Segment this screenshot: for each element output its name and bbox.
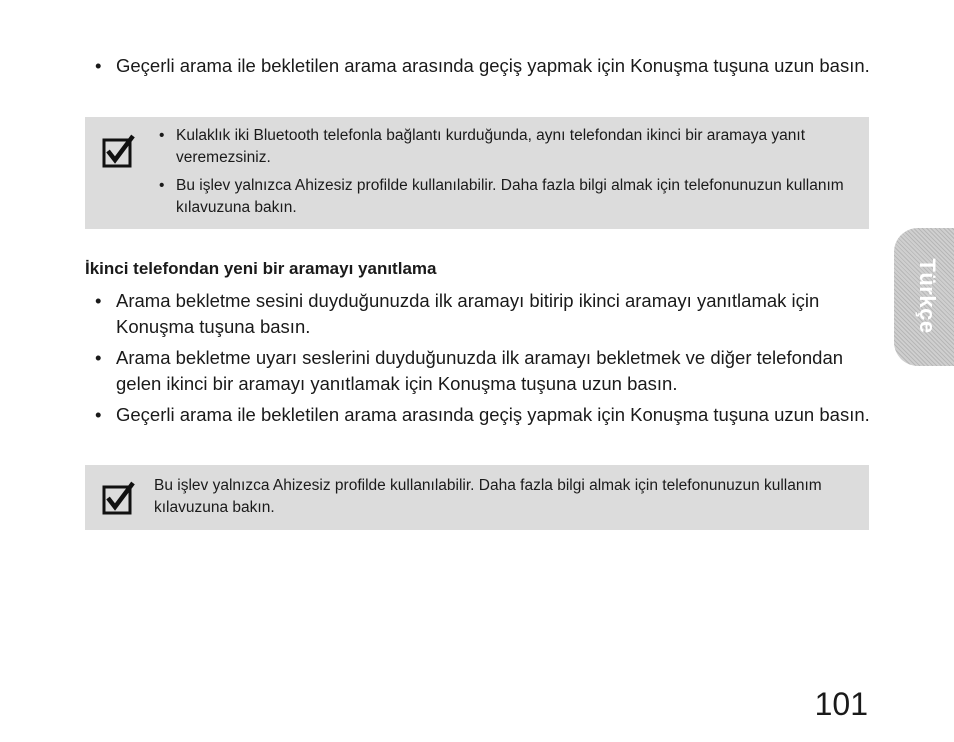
note-item: • Bu işlev yalnızca Ahizesiz profilde kullanılabilir. Daha fazla bilgi almak için telefonunuzun kullanım kılavuzuna bakın. [159, 175, 849, 219]
section-bullet-list [95, 288, 875, 433]
note-box [85, 465, 869, 530]
note-text: Bu işlev yalnızca Ahizesiz profilde kullanılabilir. Daha fazla bilgi almak için telefonunuzun kullanım kılavuzuna bakın. [154, 477, 822, 516]
list-item: • Geçerli arama ile bekletilen arama arasında geçiş yapmak için Konuşma tuşuna uzun basın. [95, 53, 875, 79]
list-item: • Arama bekletme sesini duyduğunuzda ilk aramayı bitirip ikinci aramayı yanıtlamak için Konuşma tuşuna basın. [95, 288, 875, 340]
note-box [85, 117, 869, 229]
list-item: • Arama bekletme uyarı seslerini duyduğunuzda ilk aramayı bekletmek ve diğer telefondan gelen ikinci bir aramayı yanıtlamak için Konuşma tuşuna uzun basın. [95, 345, 875, 397]
top-bullet-list [95, 53, 875, 84]
page-number: 101 [814, 686, 868, 722]
checkbox-check-icon [102, 134, 136, 168]
section-heading: İkinci telefondan yeni bir aramayı yanıtlama [85, 259, 437, 278]
language-tab-label: Türkçe [915, 258, 940, 334]
note-list [159, 125, 849, 225]
checkbox-check-icon [102, 481, 136, 515]
list-item: • Geçerli arama ile bekletilen arama arasında geçiş yapmak için Konuşma tuşuna uzun basın. [95, 402, 875, 428]
note-item: • Kulaklık iki Bluetooth telefonla bağlantı kurduğunda, aynı telefondan ikinci bir aramaya yanıt veremezsiniz. [159, 125, 849, 169]
